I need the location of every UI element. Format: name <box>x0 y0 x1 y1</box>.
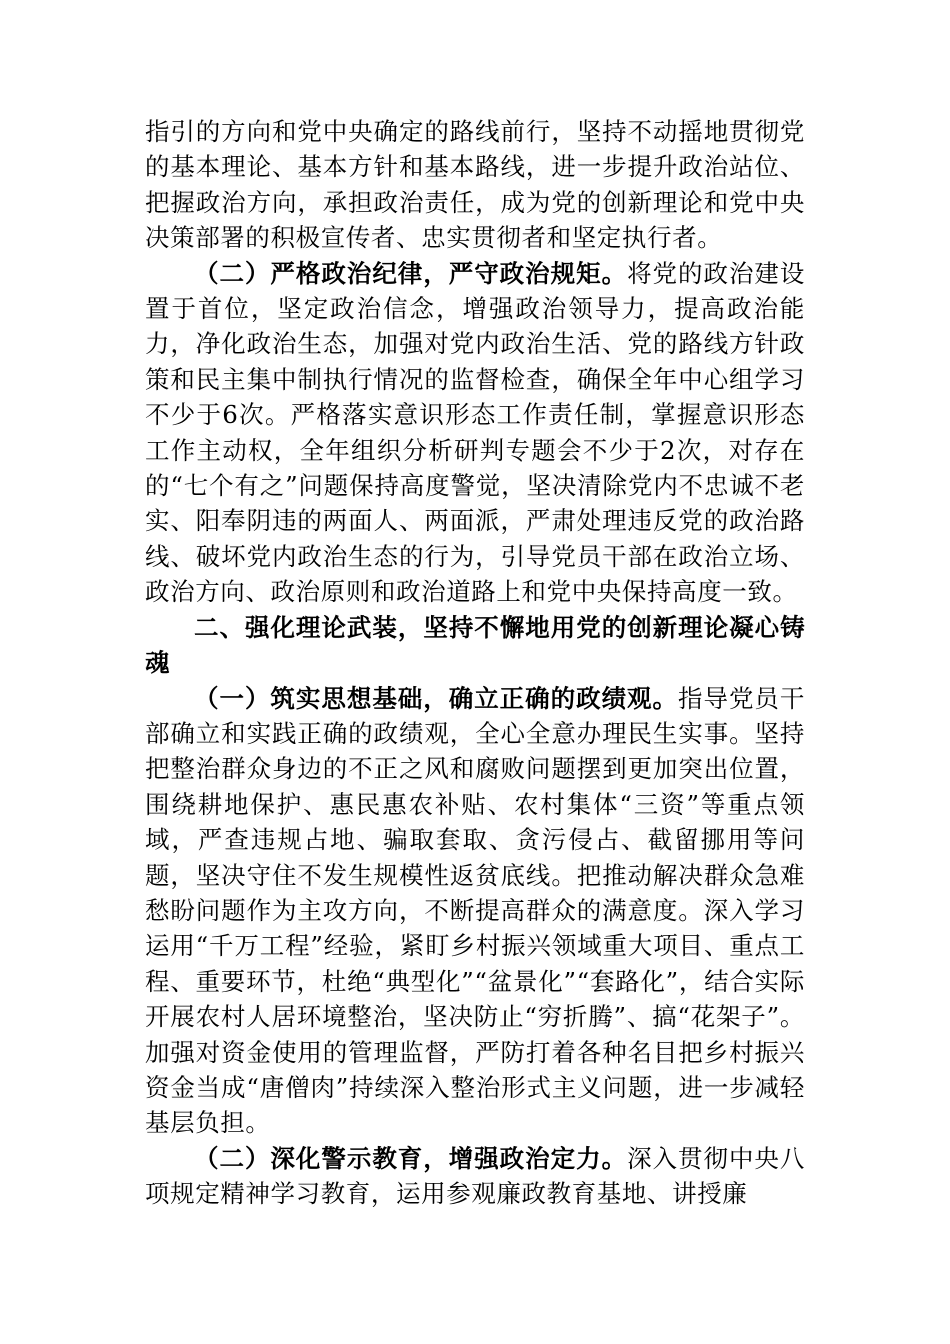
paragraph-ideological-foundation <box>145 681 805 1141</box>
paragraph-text: 指导党员干部确立和实践正确的政绩观，全心全意办理民生实事。坚持把整治群众身边的不正之风和腐败问题摆到更加突出位置，围绕耕地保护、惠民惠农补贴、农村集体“三资”等重点领域，严查违规占地、骗取套取、贪污侵占、截留挪用等问题，坚决守住不发生规模性返贫底线。把推动解决群众急难愁盼问题作为主攻方向，不断提高群众的满意度。深入学习运用“千万工程”经验，紧盯乡村振兴领域重大项目、重点工程、重要环节，杜绝“典型化”“盆景化”“套路化”，结合实际开展农村人居环境整治，坚决防止“穷折腾”、搞“花架子”。加强对资金使用的管理监督，严防打着各种名目把乡村振兴资金当成“唐僧肉”持续深入整治形式主义问题，进一步减轻基层负担。 <box>145 683 805 1138</box>
paragraph-political-discipline <box>145 256 805 610</box>
paragraph-text: 指引的方向和党中央确定的路线前行，坚持不动摇地贯彻党的基本理论、基本方针和基本路线，进一步提升政治站位、把握政治方向，承担政治责任，成为党的创新理论和党中央决策部署的积极宣传者、忠实贯彻者和坚定执行者。 <box>145 117 805 253</box>
paragraph-text: 将党的政治建设置于首位，坚定政治信念，增强政治领导力，提高政治能力，净化政治生态，加强对党内政治生活、党的路线方针政策和民主集中制执行情况的监督检查，确保全年中心组学习不少于6次。严格落实意识形态工作责任制，掌握意识形态工作主动权，全年组织分析研判专题会不少于2次，对存在的“七个有之”问题保持高度警觉，坚决清除党内不忠诚不老实、阳奉阴违的两面人、两面派，严肃处理违反党的政治路线、破坏党内政治生态的行为，引导党员干部在政治立场、政治方向、政治原则和政治道路上和党中央保持高度一致。 <box>145 258 806 607</box>
subsection-lead: （二）严格政治纪律，严守政治规矩。 <box>194 258 628 288</box>
subsection-lead: （二）深化警示教育，增强政治定力。 <box>194 1143 628 1173</box>
paragraph-continuation <box>145 114 805 256</box>
paragraph-warning-education <box>145 1141 805 1212</box>
paragraph-text: 深入贯彻中央八项规定精神学习教育，运用参观廉政教育基地、讲授廉 <box>145 1143 806 1209</box>
subsection-lead: （一）筑实思想基础，确立正确的政绩观。 <box>194 683 678 713</box>
section-heading-text: 二、强化理论武装，坚持不懈地用党的创新理论凝心铸魂 <box>145 612 805 678</box>
section-heading <box>145 610 805 681</box>
document-page <box>145 114 805 1212</box>
